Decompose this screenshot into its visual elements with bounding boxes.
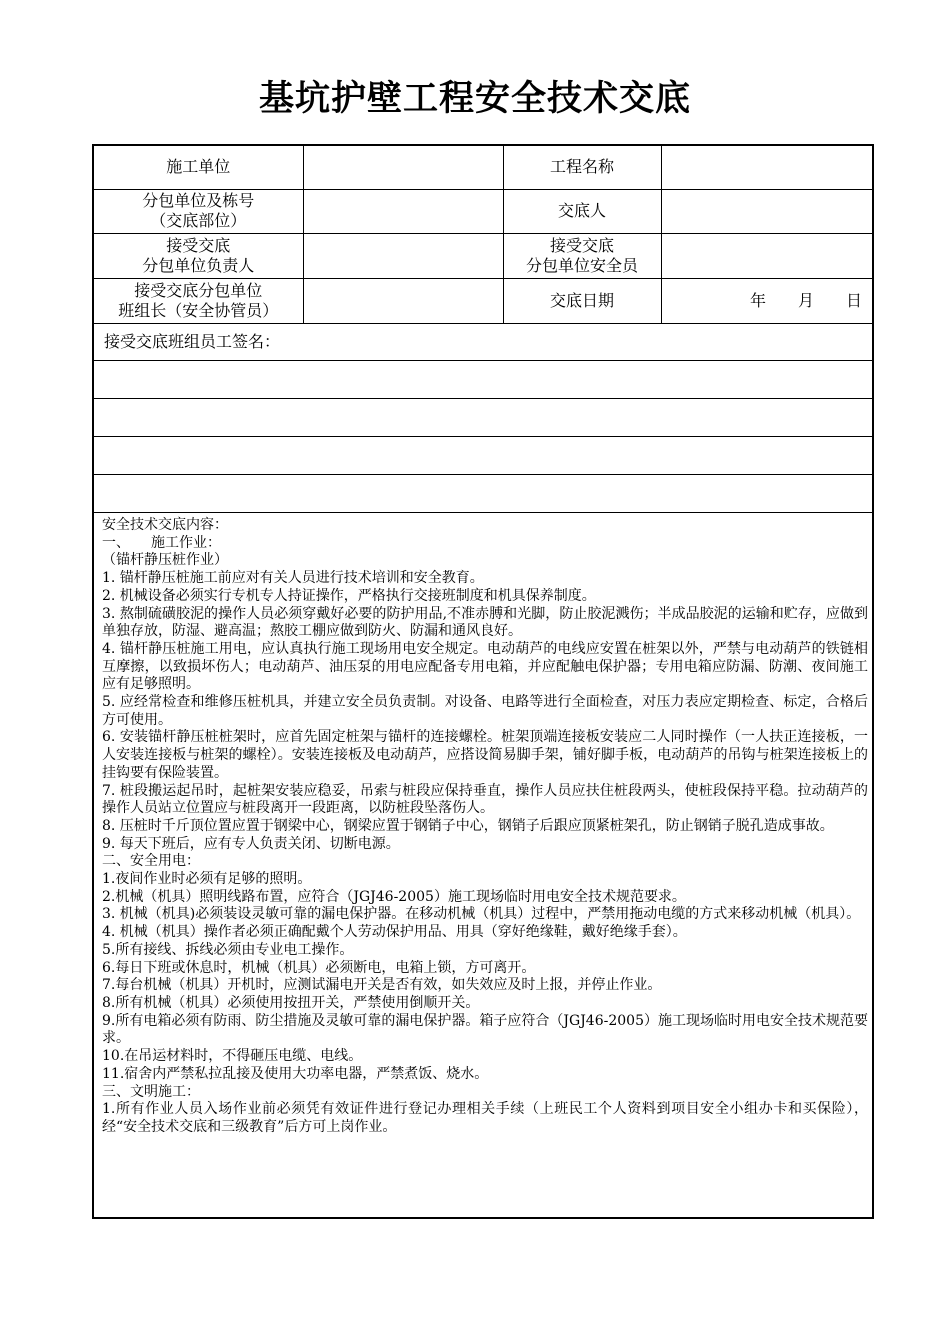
subsection-heading: （锚杆静压桩作业）	[102, 552, 228, 569]
content-item: 9. 每天下班后，应有专人负责关闭、切断电源。	[102, 835, 400, 852]
team-leader-label-line2: 班组长（安全协管员）	[118, 300, 279, 320]
content-item: 4. 锚杆静压桩施工用电，应认真执行施工现场用电安全规定。电动葫芦的电线应安置在桩架以外，严禁与电动葫芦的铁链相互摩擦，以致损坏伤人；电动葫芦、油压泵的用电应配备专用电箱，并应配触电保护器；专用电箱应防漏、防潮、夜间施工应有足够照明。	[102, 640, 868, 693]
content-item: 4. 机械（机具）操作者必须正确配戴个人劳动保护用品、用具（穿好绝缘鞋，戴好绝缘手套）。	[102, 924, 687, 941]
section-heading: 二、安全用电：	[102, 853, 200, 870]
recv-safety-label-line1: 接受交底	[549, 235, 614, 255]
content-item: 6. 安装锚杆静压桩桩架时，应首先固定桩架与锚杆的连接螺栓。桩架顶端连接板安装应二人同时操作（一人扶正连接板，一人安装连接板与桩架的螺栓）。安装连接板及电动葫芦，应搭设简易脚手架，铺好脚手板，电动葫芦的吊钩与桩架连接板上的挂钩要有保险装置。	[102, 729, 868, 781]
subcontract-unit-field[interactable]	[303, 189, 503, 233]
content-item: 9.所有电箱必须有防雨、防尘措施及灵敏可靠的漏电保护器。箱子应符合（JGJ46-2005）施工现场临时用电安全技术规范要求。	[102, 1012, 868, 1047]
recv-safety-label	[503, 233, 661, 278]
subcontract-unit-label-line2: （交底部位）	[150, 211, 247, 230]
content-item: 1.夜间作业时必须有足够的照明。	[102, 871, 312, 888]
discloser-label: 交底人	[503, 189, 661, 233]
subcontract-unit-label-line1: 分包单位及栋号	[142, 191, 255, 210]
signature-label: 接受交底班组员工签名：	[94, 323, 872, 360]
project-name-field[interactable]	[661, 146, 872, 189]
recv-head-field[interactable]	[303, 233, 503, 278]
subcontract-unit-label	[94, 189, 303, 233]
date-field[interactable]: 年 月 日	[661, 278, 872, 323]
project-name-label: 工程名称	[503, 146, 661, 189]
construction-unit-field[interactable]	[303, 146, 503, 189]
signature-line[interactable]	[94, 436, 872, 474]
content-item: 2.机械（机具）照明线路布置，应符合（JGJ46-2005）施工现场临时用电安全技术规范要求。	[102, 888, 686, 905]
content-item: 5.所有接线、拆线必须由专业电工操作。	[102, 941, 354, 958]
content-heading: 安全技术交底内容：	[102, 517, 228, 533]
content-item: 7.每台机械（机具）开机时，应测试漏电开关是否有效，如失效应及时上报，并停止作业。	[102, 977, 662, 994]
header-table	[94, 146, 872, 513]
recv-head-label-line1: 接受交底	[166, 235, 231, 255]
team-leader-field[interactable]	[303, 278, 503, 323]
content-item: 7. 桩段搬运起吊时，起桩架安装应稳妥，吊索与桩段应保持垂直，操作人员应扶住桩段两头，使桩段保持平稳。拉动葫芦的操作人员站立位置应与桩段离开一段距离，以防桩段坠落伤人。	[102, 782, 868, 817]
signature-line[interactable]	[94, 398, 872, 436]
content-item: 3. 机械（机具)必须装设灵敏可靠的漏电保护器。在移动机械（机具）过程中，严禁用拖动电缆的方式来移动机械（机具）。	[102, 906, 861, 923]
content-item: 10.在吊运材料时，不得砸压电缆、电线。	[102, 1048, 363, 1065]
content-item: 1.所有作业人员入场作业前必须凭有效证件进行登记办理相关手续（上班民工个人资料到项目安全小组办卡和买保险），经“安全技术交底和三级教育”后方可上岗作业。	[102, 1101, 868, 1135]
date-label: 交底日期	[503, 278, 661, 323]
recv-head-label-line2: 分包单位负责人	[142, 255, 255, 275]
safety-content	[102, 517, 868, 1137]
content-item: 5. 应经常检查和维修压桩机具，并建立安全员负责制。对设备、电路等进行全面检查，对压力表应定期检查、标定，合格后方可使用。	[102, 694, 868, 728]
content-item: 8. 压桩时千斤顶位置应置于钢梁中心，钢梁应置于钢销子中心，钢销子后跟应顶紧桩架孔，防止钢销子脱孔造成事故。	[102, 817, 834, 834]
document-title: 基坑护壁工程安全技术交底	[258, 79, 691, 119]
section-heading: 三、文明施工：	[102, 1083, 200, 1100]
construction-unit-label: 施工单位	[94, 146, 303, 189]
disclosure-form	[92, 144, 874, 1219]
recv-safety-field[interactable]	[661, 233, 872, 278]
team-leader-label	[94, 278, 303, 323]
content-item: 6.每日下班或休息时，机械（机具）必须断电，电箱上锁，方可离开。	[102, 959, 536, 976]
content-item: 1. 锚杆静压桩施工前应对有关人员进行技术培训和安全教育。	[102, 570, 484, 587]
content-item: 8.所有机械（机具）必须使用按扭开关，严禁使用倒顺开关。	[102, 994, 480, 1011]
content-item: 3. 熬制硫磺胶泥的操作人员必须穿戴好必要的防护用品,不准赤膊和光脚，防止胶泥溅伤；半成品胶泥的运输和贮存，应做到单独存放，防湿、避高温；熬胶工棚应做到防火、防漏和通风良好。	[102, 605, 868, 640]
content-item: 11.宿舍内严禁私拉乱接及使用大功率电器，严禁煮饭、烧水。	[102, 1065, 489, 1082]
section-heading: 一、 施工作业：	[102, 534, 221, 551]
signature-line[interactable]	[94, 360, 872, 398]
discloser-field[interactable]	[661, 189, 872, 233]
recv-head-label	[94, 233, 303, 278]
team-leader-label-line1: 接受交底分包单位	[134, 280, 263, 300]
signature-line[interactable]	[94, 474, 872, 512]
content-item: 2. 机械设备必须实行专机专人持证操作，严格执行交接班制度和机具保养制度。	[102, 587, 596, 604]
recv-safety-label-line2: 分包单位安全员	[525, 255, 638, 275]
